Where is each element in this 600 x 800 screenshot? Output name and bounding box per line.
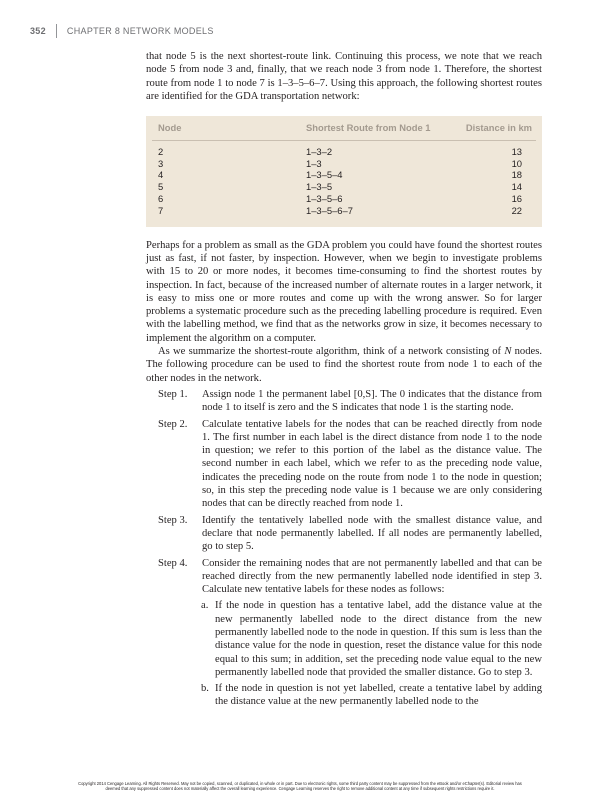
substep-text: If the node in question is not yet labelled, create a tentative label by adding the distance value at the new permanently labelled node to the — [215, 683, 542, 708]
cell-route: 1–3–5–6 — [306, 193, 343, 205]
table-header-row — [152, 120, 536, 140]
step-text: Consider the remaining nodes that are not permanently labelled and that can be reached directly from the new permanently labelled node identified in step 3. Calculate new tentative labels for these nodes as follows: — [202, 557, 542, 596]
table-row — [152, 140, 536, 157]
intro-paragraph: that node 5 is the next shortest-route link. Continuing this process, we note that we reach node 5 from node 3 and, finally, that we reach node 3 from node 1. Therefore, the shortest route from node 1 to node 7 is 1–3–5–6–7. Using this approach, the following shortest routes are identified for the GDA transportation network: — [146, 51, 542, 102]
cell-distance: 16 — [511, 193, 522, 205]
column-header-distance: Distance in km — [446, 120, 536, 140]
column-header-route: Shortest Route from Node 1 — [214, 120, 446, 140]
cell-route: 1–3–5 — [306, 181, 333, 193]
cell-route: 1–3–5–4 — [306, 169, 343, 181]
step-3 — [146, 514, 542, 554]
step-label: Step 3. — [158, 514, 188, 526]
cell-node: 4 — [158, 169, 164, 181]
substep-b — [201, 682, 542, 709]
table-row — [152, 205, 536, 217]
cell-distance: 13 — [511, 145, 522, 157]
cell-route: 1–3–5–6–7 — [306, 204, 353, 216]
table-row — [152, 181, 536, 193]
substep-label: a. — [201, 600, 209, 612]
step-label: Step 2. — [158, 418, 188, 430]
copyright-footer — [24, 781, 576, 791]
summary-paragraph — [146, 345, 542, 385]
cell-route: 1–3 — [306, 157, 322, 169]
cell-node: 2 — [158, 145, 164, 157]
cell-distance: 22 — [511, 204, 522, 216]
cell-node: 5 — [158, 181, 164, 193]
step-text: Identify the tentatively labelled node with the smallest distance value, and declare that node permanently labelled. If all nodes are permanently labelled, go to step 5. — [202, 514, 542, 553]
cell-distance: 14 — [511, 181, 522, 193]
substep-text: If the node in question has a tentative label, add the distance value at the new permanently labelled node to the direct distance from the new permanently labelled node to the node in question. If this sum is less than the distance value for the node in question, reset the distance value for this node equal to this sum; in addition, set the preceding node value equal to the new permanently labelled node that provided the smaller distance. Go to step 3. — [215, 600, 542, 678]
summary-text-end: nodes. The following procedure can be used to find the shortest route from node 1 to each of the other nodes in the network. — [146, 346, 542, 384]
table-row — [152, 169, 536, 181]
cell-route: 1–3–2 — [306, 145, 333, 157]
copyright-line-2: deemed that any suppressed content does not materially affect the overall learning experience. Cengage Learning reserves the right to remove additional content at any time if subsequent rights restrictions require it. — [105, 786, 495, 792]
copyright-line-1: Copyright 2014 Cengage Learning. All Rights Reserved. May not be copied, scanned, or duplicated, in whole or in part. Due to electronic rights, some third party content may be suppressed from the eBook and/or eChapter(s). Editorial review has — [78, 781, 522, 786]
table-row — [152, 158, 536, 170]
step-text: Assign node 1 the permanent label [0,S]. The 0 indicates that the distance from node 1 to itself is zero and the S indicates that node 1 is the starting node. — [202, 388, 542, 414]
table-row — [152, 193, 536, 205]
step-4 — [146, 557, 542, 597]
variable-n: N — [504, 346, 512, 358]
cell-node: 3 — [158, 157, 164, 169]
step-label: Step 4. — [158, 557, 188, 569]
cell-node: 6 — [158, 193, 164, 205]
shortest-route-table — [152, 120, 536, 216]
chapter-title: CHAPTER 8 NETWORK MODELS — [66, 26, 214, 36]
column-header-node: Node — [152, 120, 214, 140]
page-body — [146, 50, 542, 709]
substep-label: b. — [201, 683, 209, 695]
substep-a — [201, 599, 542, 679]
step-label: Step 1. — [158, 388, 188, 400]
shortest-route-table-box — [146, 116, 542, 226]
running-header — [30, 24, 214, 38]
step-2 — [146, 418, 542, 511]
body-paragraph: Perhaps for a problem as small as the GDA problem you could have found the shortest routes just as fast, if not faster, by inspection. However, when we begin to investigate problems with 15 to 20 or more nodes, it becomes time-consuming to find the shortest routes by inspection. In fact, because of the increased number of alternate routes in a larger network, it is easy to miss one or more routes and come up with the wrong answer. So for larger problems a systematic procedure such as the preceding labelling procedure is required. Even with the labelling method, we find that as the networks grow in size, it becomes necessary to implement the algorithm on a computer. — [146, 239, 542, 344]
step-text: Calculate tentative labels for the nodes that can be reached directly from node 1. The first number in each label is the direct distance from node 1 to the node in question; we refer to this portion of the label as the distance value. The second number in each label, which we refer to as the preceding node value, indicates the preceding node on the route from node 1 to the node in question; so, in this step the preceding node value is 1 because we are only considering nodes that can be directly reached from node 1. — [202, 418, 542, 510]
step-1 — [146, 388, 542, 415]
page-number: 352 — [30, 26, 46, 36]
cell-node: 7 — [158, 204, 164, 216]
header-divider — [56, 24, 57, 38]
summary-text-start: As we summarize the shortest-route algorithm, think of a network consisting of — [158, 346, 505, 358]
cell-distance: 10 — [511, 157, 522, 169]
cell-distance: 18 — [511, 169, 522, 181]
